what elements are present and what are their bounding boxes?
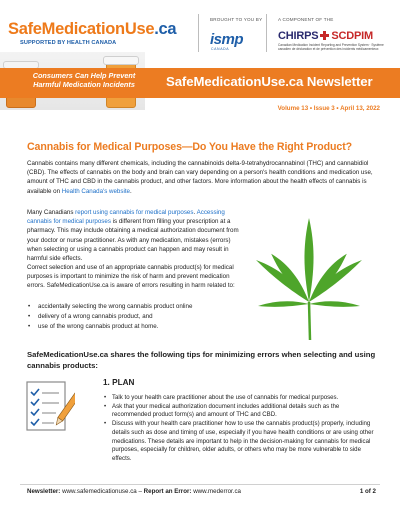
ismp-logo[interactable] <box>210 29 244 49</box>
list-item: • delivery of a wrong cannabis product, and <box>27 312 257 322</box>
selection-paragraph: Correct selection and use of an appropriate cannabis product(s) for medical purposes is important to minimize the risk of harm and prevent medication errors. SafeMedicationUse.ca is aware of errors resulting in harm related to: <box>27 264 235 290</box>
header-divider <box>198 14 199 52</box>
footer-separator: – <box>138 488 142 495</box>
chirps-logo[interactable] <box>278 30 373 42</box>
page-number: 1 of 2 <box>359 488 376 495</box>
report-using-cannabis-link[interactable]: report using cannabis for medical purposes <box>75 209 194 216</box>
plan-tips-list <box>103 394 378 464</box>
newsletter-label: Newsletter: <box>27 488 61 495</box>
footer-divider <box>20 484 380 485</box>
intro-text: Cannabis contains many different chemicals, including the cannabinoids delta-9-tetrahydrocannabinol (THC) and cannabidiol (CBD). The effects of cannabis on the body and brain can vary depending on a person's health conditions and medication use, amount of THC and CBD in the cannabis product, and other factors. More information about the health effects of cannabis is available on <box>27 160 373 195</box>
access-text-c: is different from filling your prescription at a pharmacy. This may include obtaining a medical authorization document from your doctor or nurse practitioner. As with any medication, mistakes (errors) when selecting or using a cannabis product can happen and may result in harmful side effects. <box>27 218 239 263</box>
brought-by-label: BROUGHT TO YOU BY <box>210 17 263 22</box>
list-item: • accidentally selecting the wrong cannabis product online <box>27 302 257 312</box>
ismp-logo-sub: CANADA <box>211 47 230 51</box>
intro-paragraph <box>27 159 377 196</box>
component-label: A COMPONENT OF THE <box>278 17 334 22</box>
banner-tagline: Consumers Can Help Prevent Harmful Medication Incidents <box>32 71 136 90</box>
health-canada-link[interactable]: Health Canada's website <box>61 187 131 195</box>
report-error-label: Report an Error: <box>143 488 192 495</box>
chirps-subtitle: Canadian Medication Incident Reporting and Prevention System · Système canadien de déclaration et de prévention des incidents médicamenteux <box>278 43 384 51</box>
access-text-b: . <box>193 209 197 216</box>
checklist-pencil-icon <box>26 381 75 433</box>
list-item: • use of the wrong cannabis product at home. <box>27 322 257 332</box>
newsletter-header <box>0 0 400 60</box>
list-item: • Talk to your health care practitioner about the use of cannabis for medical purposes. <box>103 394 378 403</box>
intro-end: . <box>130 187 132 195</box>
logo-subtitle: SUPPORTED BY HEALTH CANADA <box>20 40 117 46</box>
header-divider <box>266 14 267 52</box>
footer <box>27 488 241 495</box>
scdpim-text: SCDPIM <box>331 30 373 42</box>
access-paragraph <box>27 208 242 263</box>
access-text-a: Many Canadians <box>27 209 76 216</box>
cannabis-leaf-icon <box>244 214 374 344</box>
plan-heading: 1. PLAN <box>103 378 135 387</box>
issue-info: Volume 13 • Issue 3 • April 13, 2022 <box>277 105 380 112</box>
logo-text: SafeMedicationUse <box>8 20 155 38</box>
red-cross-icon <box>320 31 329 40</box>
list-item: • Discuss with your health care practitioner how to use the cannabis product(s) properly, including details such as dose and timing of use, especially if you have health conditions or are using other medications. These details are important to help in the decision-making for cannabis for medical purposes, especially for children, older adults, or others who may be more vulnerable to side effects. <box>103 420 378 464</box>
newsletter-url-link[interactable]: www.safemedicationuse.ca <box>62 488 137 495</box>
report-error-url-link[interactable]: www.mederror.ca <box>193 488 241 495</box>
ismp-logo-text: ismp <box>210 31 244 48</box>
newsletter-title: SafeMedicationUse.ca Newsletter <box>166 74 373 89</box>
list-item: • Ask that your medical authorization document includes additional details such as the recommended product form(s) and amount of THC and CBD. <box>103 403 378 420</box>
accessing-cannabis-link[interactable]: Accessing cannabis for medical purposes <box>27 209 225 226</box>
error-bullet-list <box>27 302 257 332</box>
logo-ca-text: .ca <box>154 20 177 38</box>
article-heading: Cannabis for Medical Purposes—Do You Have the Right Product? <box>27 141 353 153</box>
chirps-text: CHIRPS <box>278 30 319 42</box>
safemedicationuse-logo[interactable] <box>8 20 176 39</box>
tips-heading: SafeMedicationUse.ca shares the following tips for minimizing errors when selecting and using cannabis products: <box>27 350 376 370</box>
bottle-cap <box>103 56 139 65</box>
